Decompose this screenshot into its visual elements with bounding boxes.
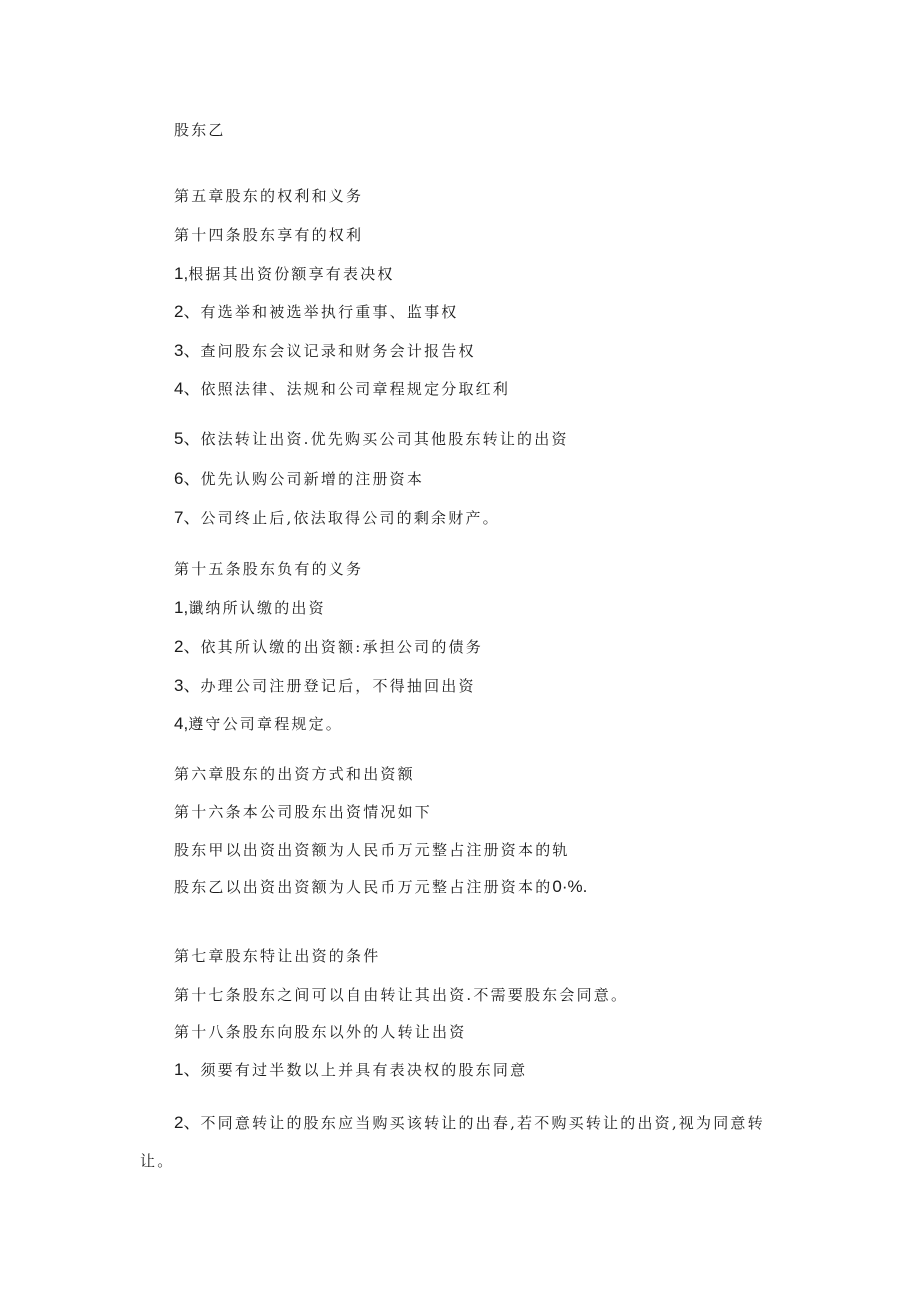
rights-item-4 bbox=[174, 379, 510, 399]
item-text: 依法转让出资.优先购买公司其他股东转让的出资 bbox=[200, 430, 569, 448]
item-number: 4, bbox=[174, 714, 189, 733]
article-18-title: 第十八条股东向股东以外的人转让出资 bbox=[174, 1023, 467, 1041]
item-text: 依照法律、法规和公司章程规定分取红利 bbox=[200, 380, 511, 398]
shareholder-b-contribution bbox=[174, 877, 587, 897]
article-16-title: 第十六条本公司股东出资情况如下 bbox=[174, 803, 433, 821]
duties-item-1 bbox=[174, 598, 326, 618]
contribution-text: 股东乙以出资出资额为人民币万元整占注册资本的 bbox=[174, 878, 553, 896]
party-b-heading: 股东乙 bbox=[174, 121, 226, 139]
transfer-item-2 bbox=[140, 1104, 780, 1180]
duties-item-4 bbox=[174, 714, 343, 734]
item-text: 查问股东会议记录和财务会计报告权 bbox=[200, 342, 476, 360]
chapter-5-title: 第五章股东的权利和义务 bbox=[174, 187, 364, 205]
item-number: 3、 bbox=[174, 676, 201, 695]
item-text: 遵守公司章程规定。 bbox=[188, 715, 343, 733]
chapter-6-title: 第六章股东的出资方式和出资额 bbox=[174, 765, 415, 783]
item-number: 7、 bbox=[174, 508, 201, 527]
shareholder-a-contribution: 股东甲以出资出资额为人民币万元整占注册资本的轨 bbox=[174, 841, 570, 859]
rights-item-2 bbox=[174, 302, 458, 322]
item-text: 依其所认缴的出资额:承担公司的债务 bbox=[200, 638, 483, 656]
item-text: 根据其出资份额享有表决权 bbox=[188, 265, 395, 283]
rights-item-6 bbox=[174, 469, 424, 489]
rights-item-3 bbox=[174, 341, 476, 361]
item-number: 2、 bbox=[174, 302, 201, 321]
item-text: 公司终止后,依法取得公司的剩余财产。 bbox=[200, 509, 500, 527]
item-number: 2、 bbox=[174, 637, 201, 656]
duties-item-3 bbox=[174, 676, 476, 696]
rights-item-5 bbox=[174, 429, 569, 449]
item-text: 须要有过半数以上并具有表决权的股东同意 bbox=[200, 1061, 528, 1079]
article-15-title: 第十五条股东负有的义务 bbox=[174, 560, 364, 578]
duties-item-2 bbox=[174, 637, 483, 657]
item-number: 1、 bbox=[174, 1060, 201, 1079]
item-number: 4、 bbox=[174, 379, 201, 398]
contribution-percent: 0·%. bbox=[552, 877, 588, 896]
rights-item-1 bbox=[174, 264, 395, 284]
item-number: 2、 bbox=[174, 1113, 201, 1132]
rights-item-7 bbox=[174, 508, 500, 528]
chapter-7-title: 第七章股东特让出资的条件 bbox=[174, 947, 381, 965]
item-number: 1, bbox=[174, 598, 189, 617]
item-text: 有选举和被选举执行重事、监事权 bbox=[200, 303, 459, 321]
item-text: 优先认购公司新增的注册资本 bbox=[200, 470, 425, 488]
article-14-title: 第十四条股东享有的权利 bbox=[174, 226, 364, 244]
item-number: 5、 bbox=[174, 429, 201, 448]
item-number: 1, bbox=[174, 264, 189, 283]
item-number: 3、 bbox=[174, 341, 201, 360]
item-text: 谶纳所认缴的出资 bbox=[188, 599, 326, 617]
item-text: 办理公司注册登记后，不得抽回出资 bbox=[200, 677, 476, 695]
item-text: 不同意转让的股东应当购买该转让的出春,若不购买转让的出资,视为同意转让。 bbox=[140, 1114, 765, 1170]
item-number: 6、 bbox=[174, 469, 201, 488]
transfer-item-1 bbox=[174, 1060, 527, 1080]
article-17: 第十七条股东之间可以自由转让其出资.不需要股东会同意。 bbox=[174, 986, 629, 1004]
